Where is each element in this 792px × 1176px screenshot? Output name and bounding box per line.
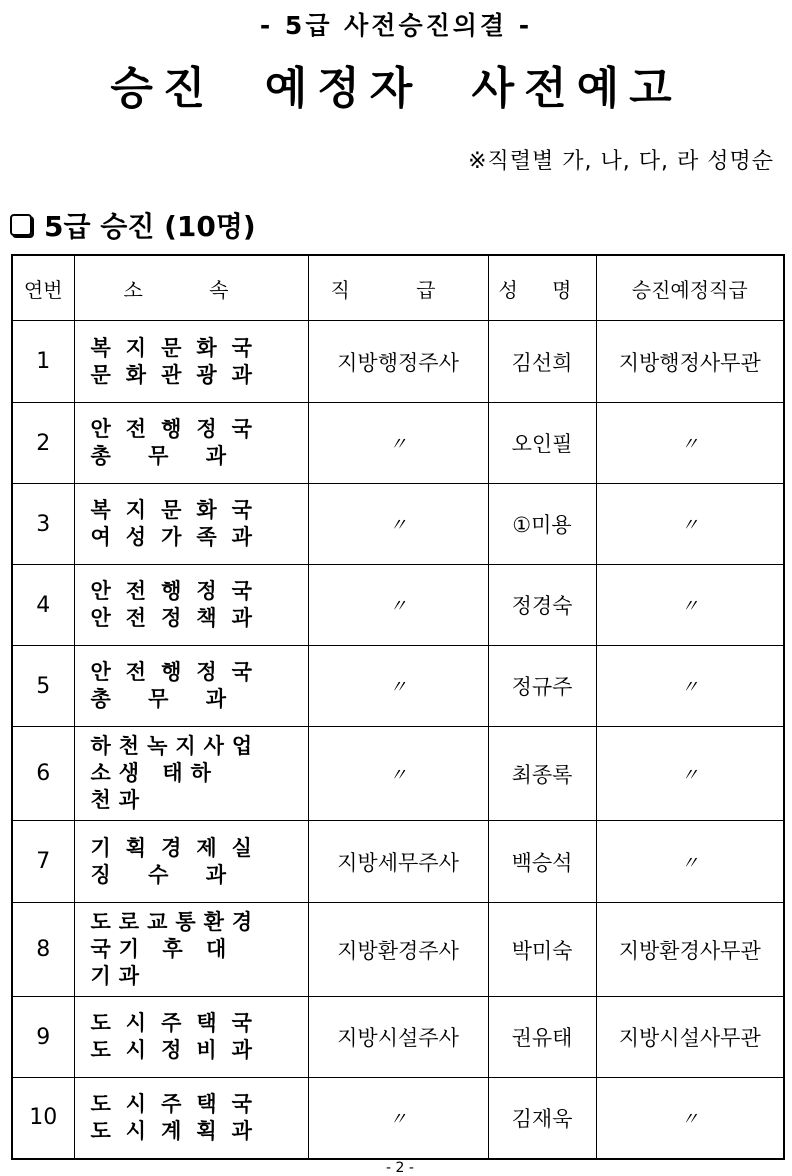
cell-no: 3 bbox=[12, 484, 74, 565]
cell-grade: 〃 bbox=[308, 565, 488, 646]
dept-line: 기획경제실 bbox=[90, 835, 267, 860]
cell-grade: 지방행정주사 bbox=[308, 321, 488, 403]
table-row bbox=[12, 727, 784, 821]
dept-line: 도시주택국 bbox=[90, 1091, 267, 1116]
subtitle: - 5급 사전승진의결 - bbox=[259, 11, 533, 40]
cell-dept bbox=[74, 903, 308, 997]
cell-no: 8 bbox=[12, 903, 74, 997]
cell-promo: 〃 bbox=[596, 646, 784, 727]
dept-line: 천과 bbox=[90, 788, 148, 812]
cell-name: 오인필 bbox=[488, 403, 596, 484]
dept-line: 안전정책과 bbox=[90, 606, 267, 630]
dept-line: 문화관광과 bbox=[90, 362, 267, 387]
table-row bbox=[12, 997, 784, 1078]
cell-name: 김재욱 bbox=[488, 1078, 596, 1159]
cell-no: 9 bbox=[12, 997, 74, 1078]
dept-line: 안전행정국 bbox=[90, 660, 267, 684]
cell-grade: 지방세무주사 bbox=[308, 821, 488, 903]
cell-dept bbox=[74, 997, 308, 1078]
cell-dept bbox=[74, 484, 308, 565]
cell-promo: 〃 bbox=[596, 565, 784, 646]
table-row bbox=[12, 403, 784, 484]
table-header-row bbox=[12, 255, 784, 321]
cell-name: 백승석 bbox=[488, 821, 596, 903]
dept-line: 도시계획과 bbox=[90, 1118, 267, 1143]
cell-promo: 지방행정사무관 bbox=[596, 321, 784, 403]
cell-promo: 〃 bbox=[596, 727, 784, 821]
dept-line: 안전행정국 bbox=[90, 417, 267, 441]
cell-dept bbox=[74, 321, 308, 403]
dept-line: 총 무 과 bbox=[90, 444, 241, 468]
cell-promo: 〃 bbox=[596, 1078, 784, 1159]
sort-note: ※직렬별 가, 나, 다, 라 성명순 bbox=[468, 149, 774, 174]
cell-no: 1 bbox=[12, 321, 74, 403]
cell-dept bbox=[74, 646, 308, 727]
cell-dept bbox=[74, 727, 308, 821]
cell-grade: 지방환경주사 bbox=[308, 903, 488, 997]
cell-no: 5 bbox=[12, 646, 74, 727]
cell-promo: 지방환경사무관 bbox=[596, 903, 784, 997]
dept-line: 국기 후 대 bbox=[90, 937, 235, 961]
dept-line: 여성가족과 bbox=[90, 525, 267, 549]
cell-name: 최종록 bbox=[488, 727, 596, 821]
cell-grade: 〃 bbox=[308, 484, 488, 565]
dept-line: 기과 bbox=[90, 964, 148, 988]
page-number: - 2 - bbox=[386, 1160, 414, 1176]
table-row bbox=[12, 821, 784, 903]
table-row bbox=[12, 1078, 784, 1159]
cell-promo: 〃 bbox=[596, 821, 784, 903]
cell-grade: 〃 bbox=[308, 1078, 488, 1159]
cell-name: 정규주 bbox=[488, 646, 596, 727]
cell-dept bbox=[74, 1078, 308, 1159]
cell-promo: 〃 bbox=[596, 403, 784, 484]
header-promo: 승진예정직급 bbox=[596, 255, 784, 321]
header-dept: 소 속 bbox=[74, 255, 308, 321]
header-name: 성 명 bbox=[488, 255, 596, 321]
dept-line: 소생 태하 bbox=[90, 761, 219, 785]
cell-grade: 〃 bbox=[308, 727, 488, 821]
header-no: 연번 bbox=[12, 255, 74, 321]
cell-name: 정경숙 bbox=[488, 565, 596, 646]
dept-line: 복지문화국 bbox=[90, 335, 267, 360]
dept-line: 도시정비과 bbox=[90, 1038, 267, 1062]
dept-line: 안전행정국 bbox=[90, 579, 267, 603]
table-row bbox=[12, 646, 784, 727]
checkbox-icon bbox=[10, 214, 32, 236]
cell-no: 4 bbox=[12, 565, 74, 646]
cell-grade: 지방시설주사 bbox=[308, 997, 488, 1078]
cell-grade: 〃 bbox=[308, 403, 488, 484]
cell-no: 2 bbox=[12, 403, 74, 484]
section-heading bbox=[10, 205, 256, 245]
section-title: 5급 승진 (10명) bbox=[44, 210, 256, 243]
cell-name: 권유태 bbox=[488, 997, 596, 1078]
cell-promo: 지방시설사무관 bbox=[596, 997, 784, 1078]
table-row bbox=[12, 321, 784, 403]
dept-line: 도로교통환경 bbox=[90, 910, 261, 934]
cell-promo: 〃 bbox=[596, 484, 784, 565]
cell-name: ①미용 bbox=[488, 484, 596, 565]
dept-line: 복지문화국 bbox=[90, 498, 267, 522]
cell-name: 김선희 bbox=[488, 321, 596, 403]
header-grade: 직 급 bbox=[308, 255, 488, 321]
dept-line: 징 수 과 bbox=[90, 862, 241, 887]
table-row bbox=[12, 565, 784, 646]
cell-no: 10 bbox=[12, 1078, 74, 1159]
page-title: 승진 예정자 사전예고 bbox=[110, 63, 682, 114]
cell-dept bbox=[74, 821, 308, 903]
dept-line: 도시주택국 bbox=[90, 1011, 267, 1035]
dept-line: 총 무 과 bbox=[90, 687, 241, 711]
cell-no: 7 bbox=[12, 821, 74, 903]
promotion-table bbox=[11, 254, 785, 1160]
table-row bbox=[12, 903, 784, 997]
dept-line: 하천녹지사업 bbox=[90, 734, 261, 758]
cell-grade: 〃 bbox=[308, 646, 488, 727]
cell-dept bbox=[74, 565, 308, 646]
table-row bbox=[12, 484, 784, 565]
cell-name: 박미숙 bbox=[488, 903, 596, 997]
cell-dept bbox=[74, 403, 308, 484]
cell-no: 6 bbox=[12, 727, 74, 821]
